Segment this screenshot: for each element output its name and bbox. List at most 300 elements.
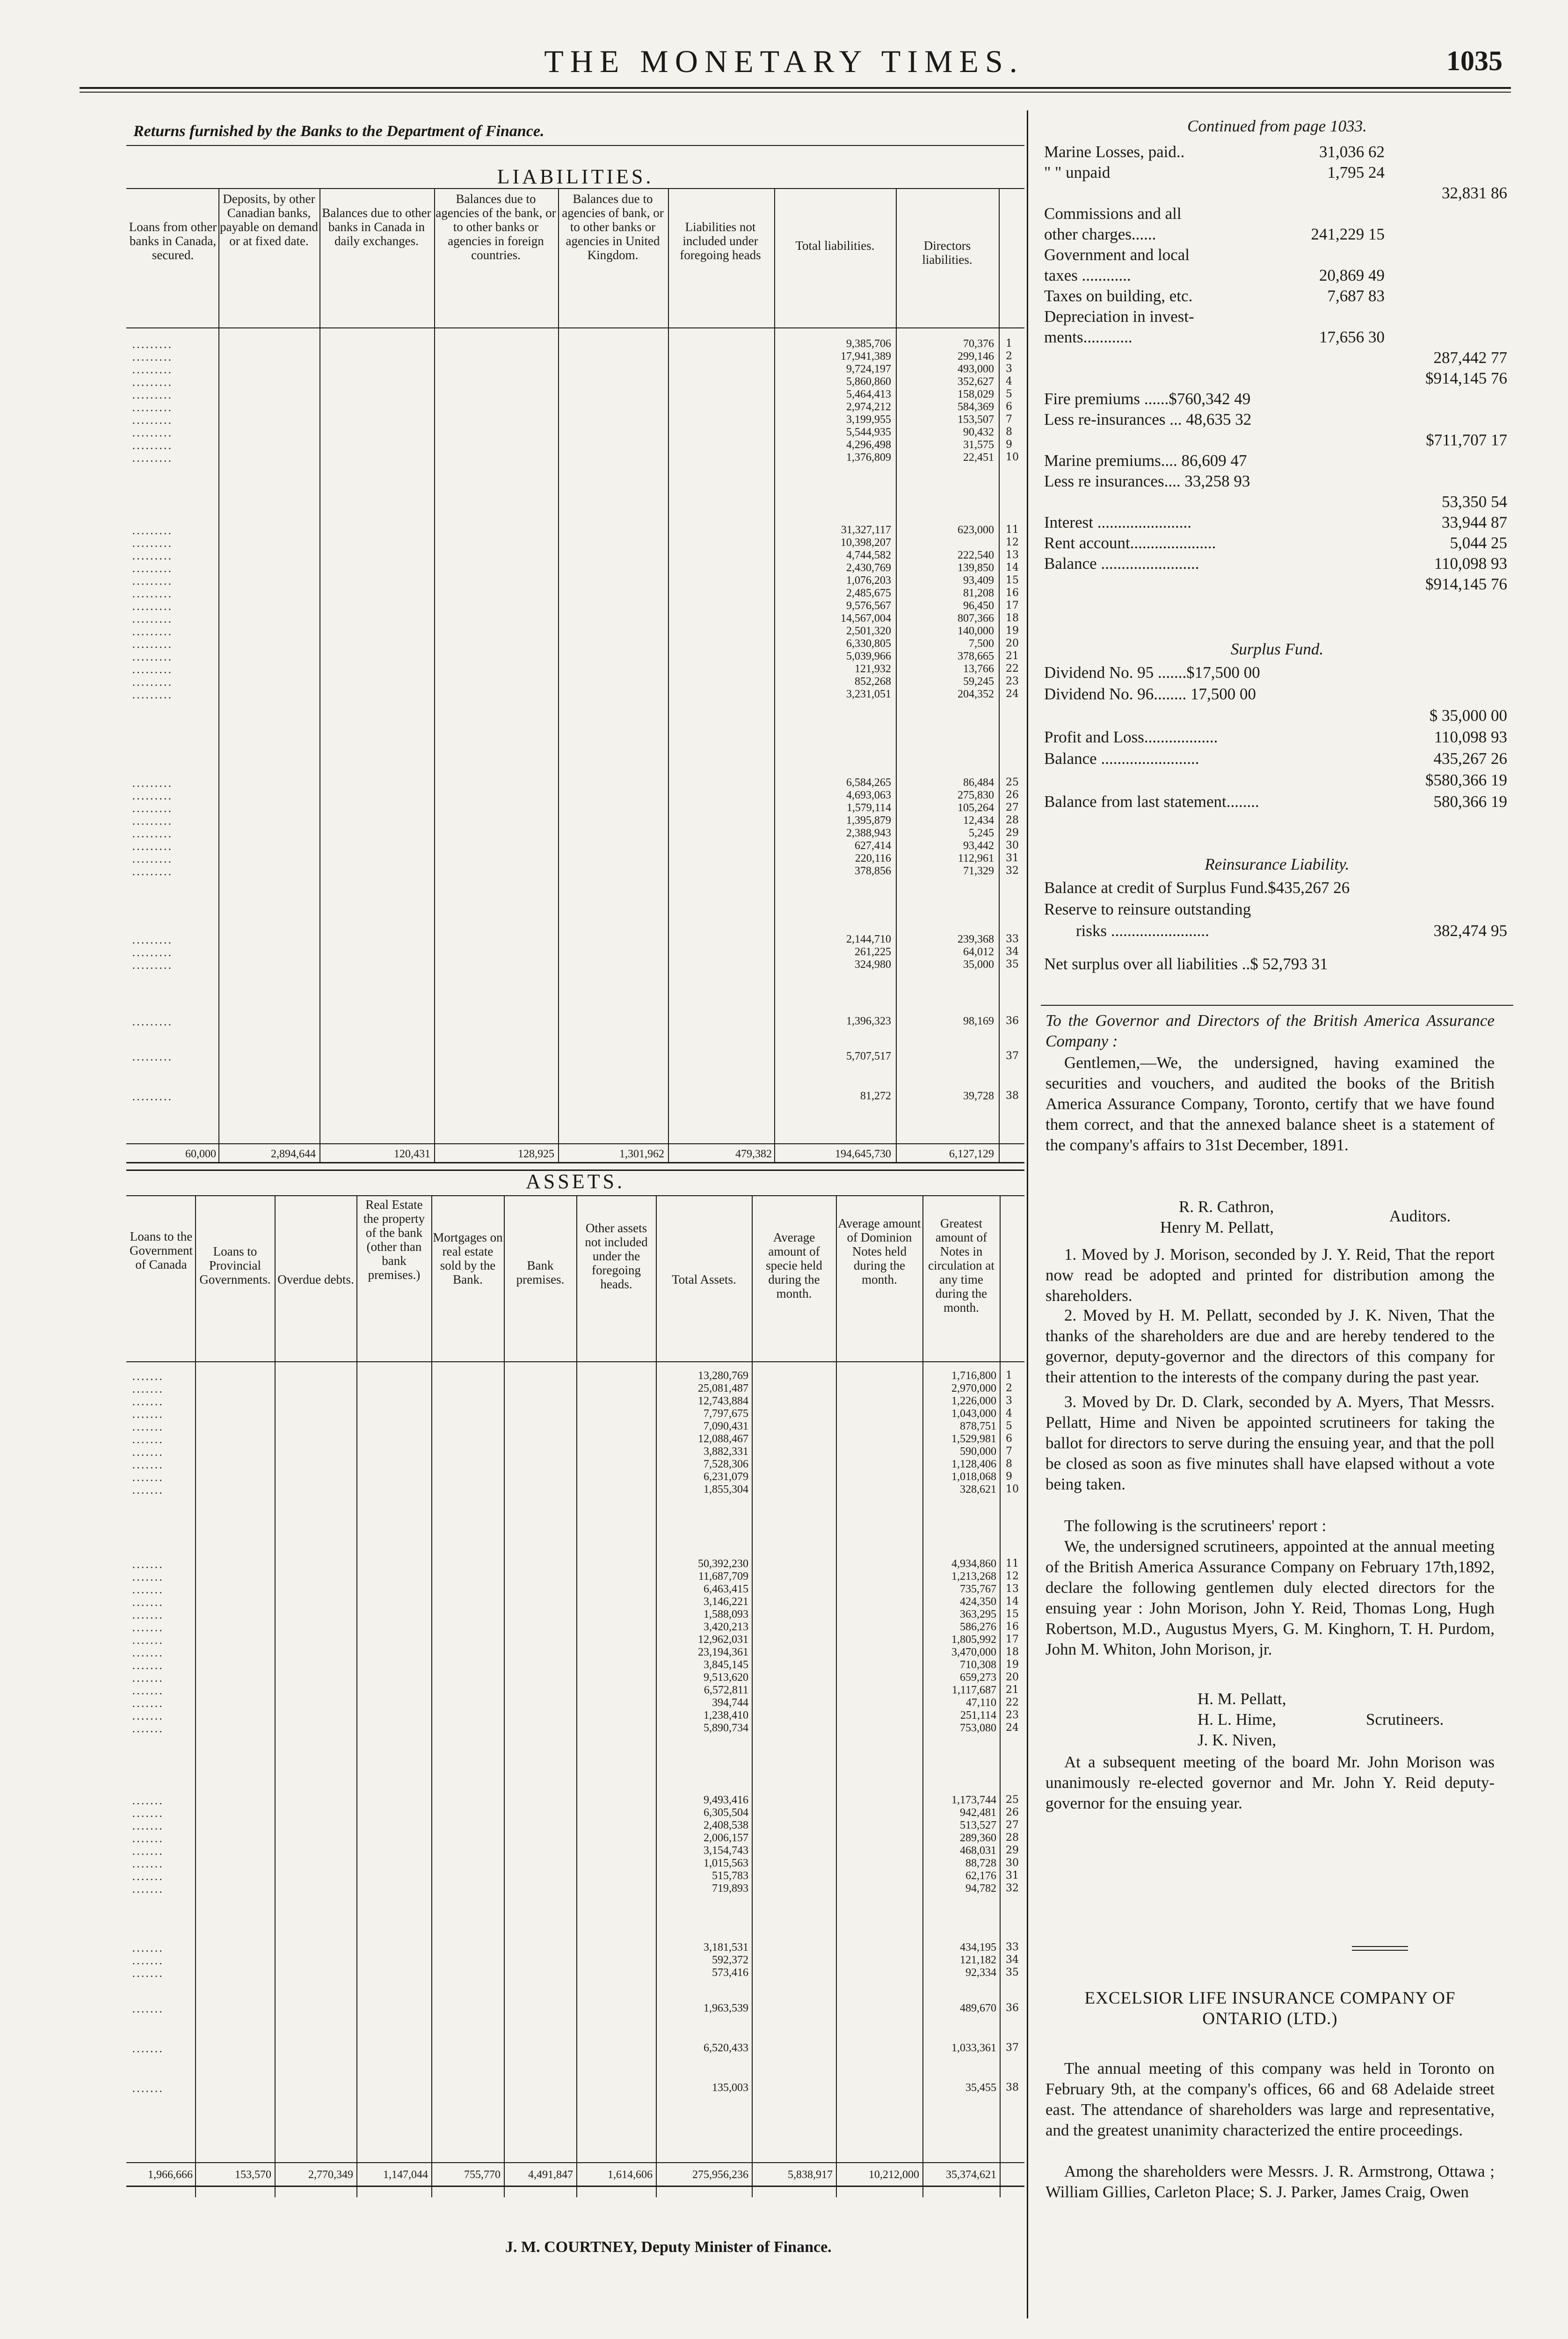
row-leader: .........	[132, 600, 173, 613]
row-number: 5	[1006, 1420, 1012, 1432]
row-leader: .........	[132, 401, 173, 414]
row-leader: .......	[132, 1709, 164, 1722]
statement-amount: 17,656 30	[1319, 328, 1385, 346]
surplus-label: Dividend No. 95 .......$17,500 00	[1044, 663, 1260, 682]
greatest-notes-value: 1,529,981	[951, 1433, 996, 1445]
directors-liabilities-value: 493,000	[958, 363, 994, 375]
assets-total-value: 35,374,621	[946, 2169, 996, 2181]
row-number: 38	[1006, 1090, 1019, 1102]
subsequent-meeting: At a subsequent meeting of the board Mr. John Morison was unanimously re-elected governor and Mr. John Y. Reid deputy-governor for the ensuing year.	[1045, 1753, 1495, 1812]
liabilities-total-value: 2,894,644	[271, 1148, 316, 1160]
statement-label: Interest .......................	[1044, 513, 1191, 531]
row-number: 32	[1006, 865, 1019, 877]
total-assets-value: 135,003	[712, 2082, 748, 2094]
greatest-notes-value: 710,308	[960, 1659, 996, 1671]
row-leader: .........	[132, 840, 173, 853]
col-other-assets: Other assets not included under the foregoing heads.	[585, 1221, 648, 1291]
total-liabilities-value: 852,268	[855, 676, 891, 688]
row-leader: .........	[132, 574, 173, 588]
assets-total-value: 1,614,606	[608, 2169, 653, 2181]
greatest-notes-value: 1,043,000	[951, 1408, 996, 1420]
row-leader: .........	[132, 625, 173, 638]
row-leader: .......	[132, 1870, 164, 1883]
directors-liabilities-value: 93,409	[963, 574, 994, 587]
row-leader: .........	[132, 814, 173, 828]
col-liabilities-not-included: Liabilities not included under foregoing heads	[680, 220, 761, 262]
row-leader: .......	[132, 1845, 164, 1858]
total-assets-value: 6,520,433	[704, 2042, 748, 2054]
surplus-total: $ 35,000 00	[1429, 706, 1507, 725]
row-number: 19	[1006, 1659, 1019, 1671]
reinsurance-label: risks ........................	[1076, 922, 1209, 940]
liabilities-vline-4	[558, 189, 559, 1162]
total-liabilities-value: 5,544,935	[846, 426, 891, 438]
total-liabilities-value: 2,974,212	[846, 401, 891, 413]
reinsurance-title: Reinsurance Liability.	[1205, 855, 1350, 873]
total-liabilities-value: 2,485,675	[846, 587, 891, 599]
col-balances-uk: Balances due to agencies of bank, or to other banks or agencies in United Kingdom.	[562, 192, 664, 262]
greatest-notes-value: 424,350	[960, 1596, 996, 1608]
total-assets-value: 7,090,431	[704, 1420, 748, 1432]
row-number: 24	[1006, 688, 1019, 700]
row-leader: .........	[132, 1015, 173, 1028]
row-leader: .......	[132, 1382, 164, 1395]
col-bank-premises: Bank premises.	[516, 1258, 565, 1286]
greatest-notes-value: 434,195	[960, 1941, 996, 1954]
total-assets-value: 9,513,620	[704, 1671, 748, 1684]
row-leader: .......	[132, 1596, 164, 1609]
statement-label: Commissions and all	[1044, 204, 1182, 223]
total-liabilities-value: 10,398,207	[841, 537, 891, 549]
assets-vline-6	[576, 1196, 577, 2197]
header-rule	[80, 87, 1511, 89]
assets-total-value: 1,147,044	[383, 2169, 428, 2181]
directors-liabilities-value: 112,961	[958, 852, 994, 864]
total-liabilities-value: 261,225	[855, 946, 891, 958]
row-number: 30	[1006, 1857, 1019, 1869]
total-liabilities-value: 5,039,966	[846, 650, 891, 662]
row-number: 18	[1006, 1646, 1019, 1658]
row-number: 7	[1006, 414, 1012, 425]
row-leader: .......	[132, 1882, 164, 1896]
row-number: 7	[1006, 1446, 1012, 1457]
col-real-estate: Real Estate the property of the bank (other than bank premises.)	[363, 1198, 425, 1282]
greatest-notes-value: 513,527	[960, 1819, 996, 1831]
assets-total-value: 153,570	[235, 2169, 271, 2181]
row-leader: .......	[132, 1471, 164, 1484]
auditors-letter: Gentlemen,—We, the undersigned, having examined the securities and vouchers, and audited the books of the British America Assurance Company, Toronto, certify that we have found them correct, and that the annexed balance sheet is a statement of the company's affairs to 31st December, 1891.	[1045, 1053, 1495, 1154]
liabilities-total-value: 120,431	[394, 1148, 430, 1160]
liabilities-vline-8	[999, 189, 1000, 1162]
row-number: 16	[1006, 1621, 1019, 1633]
signature: J. M. COURTNEY, Deputy Minister of Finance.	[505, 2238, 832, 2256]
total-liabilities-value: 4,744,582	[846, 549, 891, 561]
statement-total: 5,044 25	[1450, 534, 1507, 552]
row-number: 11	[1006, 524, 1019, 536]
statement-label: Rent account.....................	[1044, 534, 1216, 552]
liabilities-vline-1	[218, 189, 219, 1162]
directors-liabilities-value: 59,245	[963, 676, 994, 688]
directors-liabilities-value: 64,012	[963, 946, 994, 958]
scrutineer-2: H. L. Hime,	[1198, 1710, 1277, 1729]
col-loans-provincial: Loans to Provincial Governments.	[199, 1244, 271, 1286]
total-assets-value: 3,420,213	[704, 1621, 748, 1633]
greatest-notes-value: 47,110	[965, 1697, 996, 1709]
directors-liabilities-value: 39,728	[963, 1090, 994, 1102]
row-number: 28	[1006, 1832, 1019, 1844]
directors-liabilities-value: 5,245	[969, 827, 994, 839]
section-rule-2	[1352, 1950, 1408, 1951]
row-leader: .........	[132, 777, 173, 790]
greatest-notes-value: 363,295	[960, 1608, 996, 1620]
total-liabilities-value: 1,376,809	[846, 451, 891, 464]
excelsior-title: EXCELSIOR LIFE INSURANCE COMPANY OF ONTARIO (LTD.)	[1084, 1989, 1456, 2028]
row-number: 3	[1006, 1395, 1012, 1407]
greatest-notes-value: 468,031	[960, 1845, 996, 1857]
row-number: 28	[1006, 814, 1019, 826]
row-number: 3	[1006, 363, 1012, 375]
section-rule	[1352, 1946, 1408, 1947]
row-number: 32	[1006, 1882, 1019, 1894]
page-number: 1035	[1446, 45, 1503, 76]
row-leader: .......	[132, 1483, 164, 1496]
directors-liabilities-value: 158,029	[958, 388, 994, 400]
assets-vline-10	[922, 1196, 923, 2197]
surplus-label: Profit and Loss..................	[1044, 728, 1218, 746]
greatest-notes-value: 590,000	[960, 1446, 996, 1458]
row-number: 35	[1006, 1967, 1019, 1978]
row-number: 5	[1006, 388, 1012, 400]
row-leader: .........	[132, 865, 173, 878]
row-number: 4	[1006, 376, 1012, 387]
row-number: 35	[1006, 959, 1019, 970]
row-number: 31	[1006, 852, 1019, 864]
row-leader: .........	[132, 376, 173, 389]
row-number: 34	[1006, 946, 1019, 958]
total-liabilities-value: 2,430,769	[846, 562, 891, 574]
row-number: 20	[1006, 1671, 1019, 1683]
total-liabilities-value: 378,856	[855, 865, 891, 877]
greatest-notes-value: 2,970,000	[951, 1382, 996, 1395]
statement-total: 53,350 54	[1442, 493, 1507, 511]
col-deposits-other-banks: Deposits, by other Canadian banks, payable on demand or at fixed date.	[220, 192, 318, 248]
greatest-notes-value: 1,805,992	[951, 1634, 996, 1646]
total-liabilities-value: 121,932	[855, 663, 891, 675]
row-leader: .......	[132, 1807, 164, 1820]
row-leader: .......	[132, 1458, 164, 1471]
row-leader: .......	[132, 2042, 164, 2055]
reins-rule	[1041, 1005, 1513, 1006]
statement-label: Taxes on building, etc.	[1044, 287, 1193, 305]
total-assets-value: 3,154,743	[704, 1845, 748, 1857]
directors-liabilities-value: 105,264	[958, 802, 994, 814]
surplus-total: 435,267 26	[1433, 749, 1507, 768]
total-liabilities-value: 220,116	[855, 852, 891, 864]
total-assets-value: 2,408,538	[704, 1819, 748, 1831]
total-assets-value: 6,305,504	[704, 1807, 748, 1819]
directors-liabilities-value: 70,376	[963, 338, 994, 350]
greatest-notes-value: 94,782	[965, 1882, 996, 1895]
row-leader: .........	[132, 524, 173, 537]
total-assets-value: 1,015,563	[704, 1857, 748, 1869]
greatest-notes-value: 1,018,068	[951, 1471, 996, 1483]
row-leader: .......	[132, 1671, 164, 1685]
row-leader: .......	[132, 1794, 164, 1807]
greatest-notes-value: 92,334	[965, 1967, 996, 1979]
total-assets-value: 11,687,709	[698, 1570, 748, 1583]
total-assets-value: 12,088,467	[698, 1433, 748, 1445]
row-number: 27	[1006, 802, 1019, 814]
assets-total-value: 275,956,236	[692, 2169, 748, 2181]
row-number: 33	[1006, 933, 1019, 945]
directors-liabilities-value: 13,766	[963, 663, 994, 675]
assets-title-rule	[126, 1195, 1024, 1196]
reinsurance-total: 382,474 95	[1433, 922, 1507, 940]
row-number: 12	[1006, 1570, 1019, 1582]
greatest-notes-value: 289,360	[960, 1832, 996, 1844]
liabilities-total-value: 194,645,730	[835, 1148, 891, 1160]
row-number: 31	[1006, 1870, 1019, 1881]
total-liabilities-value: 1,395,879	[846, 814, 891, 827]
row-number: 37	[1006, 2042, 1019, 2054]
liabilities-total-value: 128,925	[518, 1148, 554, 1160]
row-number: 15	[1006, 574, 1019, 586]
row-number: 21	[1006, 1684, 1019, 1696]
directors-liabilities-value: 239,368	[958, 933, 994, 945]
col-greatest-notes: Greatest amount of Notes in circulation at any time during the month.	[928, 1216, 995, 1315]
greatest-notes-value: 1,173,744	[951, 1794, 996, 1806]
row-leader: .......	[132, 2082, 164, 2095]
row-number: 14	[1006, 1596, 1019, 1607]
row-number: 16	[1006, 587, 1019, 599]
greatest-notes-value: 878,751	[960, 1420, 996, 1432]
row-leader: .......	[132, 1608, 164, 1621]
directors-liabilities-value: 378,665	[958, 650, 994, 662]
scrutineer-1: H. M. Pellatt,	[1198, 1690, 1286, 1708]
liabilities-total-rule	[126, 1143, 1024, 1144]
row-number: 25	[1006, 1794, 1019, 1806]
total-assets-value: 6,463,415	[704, 1583, 748, 1595]
row-number: 23	[1006, 676, 1019, 687]
total-assets-value: 1,238,410	[704, 1709, 748, 1722]
surplus-total: 110,098 93	[1434, 728, 1507, 746]
total-assets-value: 7,797,675	[704, 1408, 748, 1420]
total-liabilities-value: 324,980	[855, 959, 891, 971]
statement-label: Government and local	[1044, 246, 1190, 264]
row-leader: .......	[132, 1722, 164, 1735]
assets-vline-3	[356, 1196, 357, 2197]
row-number: 13	[1006, 1583, 1019, 1595]
row-leader: .......	[132, 1420, 164, 1433]
statement-label: Depreciation in invest-	[1044, 307, 1194, 326]
row-number: 30	[1006, 840, 1019, 851]
statement-label: other charges......	[1044, 225, 1156, 243]
row-leader: .........	[132, 959, 173, 972]
page-title: THE MONETARY TIMES.	[544, 44, 1024, 79]
row-leader: .........	[132, 802, 173, 815]
assets-header-rule	[126, 1361, 1024, 1362]
row-leader: .......	[132, 1558, 164, 1571]
directors-liabilities-value: 153,507	[958, 414, 994, 426]
assets-vline-7	[656, 1196, 657, 2197]
liabilities-title: LIABILITIES.	[497, 165, 654, 188]
row-number: 10	[1006, 451, 1019, 463]
greatest-notes-value: 1,226,000	[951, 1395, 996, 1407]
assets-vline-11	[1000, 1196, 1001, 2197]
total-liabilities-value: 17,941,389	[841, 350, 891, 363]
row-number: 9	[1006, 1471, 1012, 1482]
row-number: 22	[1006, 663, 1019, 675]
total-assets-value: 394,744	[712, 1697, 748, 1709]
total-liabilities-value: 6,330,805	[846, 638, 891, 650]
total-liabilities-value: 1,076,203	[846, 574, 891, 587]
row-leader: .......	[132, 1967, 164, 1980]
row-number: 15	[1006, 1608, 1019, 1620]
col-mortgages: Mortgages on real estate sold by the Bank.	[433, 1230, 503, 1286]
statement-label: ments............	[1044, 328, 1132, 346]
directors-liabilities-value: 35,000	[963, 959, 994, 971]
surplus-total: 580,366 19	[1433, 792, 1507, 811]
directors-liabilities-value: 81,208	[963, 587, 994, 599]
row-leader: .........	[132, 439, 173, 452]
assets-vline-9	[836, 1196, 837, 2197]
surplus-label: Dividend No. 96........ 17,500 00	[1044, 685, 1256, 703]
directors-liabilities-value: 352,627	[958, 376, 994, 388]
row-number: 10	[1006, 1483, 1019, 1495]
row-leader: .........	[132, 827, 173, 840]
liabilities-bottom-rule	[126, 1162, 1024, 1163]
statement-label: Marine premiums.... 86,609 47	[1044, 451, 1247, 470]
returns-rule	[126, 145, 1024, 146]
directors-liabilities-value: 96,450	[963, 600, 994, 612]
col-loans-other-banks: Loans from other banks in Canada, secured.	[129, 220, 217, 262]
statement-amount: 1,795 24	[1327, 163, 1385, 182]
total-assets-value: 12,962,031	[698, 1634, 748, 1646]
col-loans-government: Loans to the Government of Canada	[130, 1229, 193, 1271]
directors-liabilities-value: 22,451	[963, 451, 994, 464]
total-liabilities-value: 3,231,051	[846, 688, 891, 700]
row-number: 29	[1006, 827, 1019, 839]
greatest-notes-value: 251,114	[960, 1709, 996, 1722]
total-assets-value: 2,006,157	[704, 1832, 748, 1844]
assets-vline-1	[195, 1196, 196, 2197]
row-leader: .......	[132, 1408, 164, 1421]
surplus-label: Balance ........................	[1044, 749, 1199, 768]
row-number: 23	[1006, 1709, 1019, 1721]
statement-label: taxes ............	[1044, 266, 1131, 284]
greatest-notes-value: 753,080	[960, 1722, 996, 1734]
scrutineers-intro: The following is the scrutineers' report :	[1064, 1517, 1327, 1535]
header-rule-2	[80, 92, 1511, 93]
greatest-notes-value: 1,033,361	[951, 2042, 996, 2054]
total-assets-value: 25,081,487	[698, 1382, 748, 1395]
col-balances-daily: Balances due to other banks in Canada in daily exchanges.	[322, 206, 431, 248]
total-liabilities-value: 5,860,860	[846, 376, 891, 388]
row-leader: .........	[132, 1050, 173, 1063]
total-assets-value: 6,572,811	[704, 1684, 748, 1696]
directors-liabilities-value: 204,352	[958, 688, 994, 700]
motion-2: 2. Moved by H. M. Pellatt, seconded by J. K. Niven, That the thanks of the shareholders are due and are hereby tendered to the governor, deputy-governor and the directors of this company for their attention to the interests of the company during the past year.	[1045, 1306, 1495, 1386]
row-leader: .........	[132, 933, 173, 946]
total-assets-value: 3,146,221	[704, 1596, 748, 1608]
motion-3: 3. Moved by Dr. D. Clark, seconded by A. Myers, That Messrs. Pellatt, Hime and Niven be appointed scrutineers for taking the ballot for directors to serve during the ensuing year, and that the poll be closed as soon as five minutes shall have elapsed without a vote being taken.	[1045, 1393, 1495, 1493]
total-assets-value: 13,280,769	[698, 1370, 748, 1382]
total-assets-value: 3,882,331	[704, 1446, 748, 1458]
reinsurance-label: Balance at credit of Surplus Fund.$435,267 26	[1044, 879, 1350, 897]
row-number: 14	[1006, 562, 1019, 574]
row-number: 36	[1006, 2002, 1019, 2014]
row-leader: .......	[132, 1370, 164, 1383]
greatest-notes-value: 735,767	[960, 1583, 996, 1595]
directors-liabilities-value: 93,442	[963, 840, 994, 852]
directors-liabilities-value: 807,366	[958, 612, 994, 625]
row-number: 9	[1006, 439, 1012, 450]
row-leader: .........	[132, 350, 173, 363]
statement-total: $914,145 76	[1425, 369, 1507, 387]
directors-liabilities-value: 299,146	[958, 350, 994, 363]
statement-label: Less re-insurances ... 48,635 32	[1044, 410, 1252, 429]
total-liabilities-value: 5,707,517	[846, 1050, 891, 1062]
row-leader: .......	[132, 1684, 164, 1697]
assets-title: ASSETS.	[526, 1170, 625, 1193]
row-number: 34	[1006, 1954, 1019, 1966]
row-number: 18	[1006, 612, 1019, 624]
greatest-notes-value: 35,455	[965, 2082, 996, 2094]
greatest-notes-value: 1,117,687	[951, 1684, 996, 1696]
address: To the Governor and Directors of the British America Assurance Company :	[1045, 1011, 1495, 1050]
total-assets-value: 7,528,306	[704, 1458, 748, 1470]
assets-vline-2	[275, 1196, 276, 2197]
row-number: 19	[1006, 625, 1019, 637]
directors-liabilities-value: 222,540	[958, 549, 994, 561]
col-total-assets: Total Assets.	[672, 1272, 736, 1286]
row-leader: .........	[132, 388, 173, 401]
directors-liabilities-value: 31,575	[963, 439, 994, 451]
row-leader: .......	[132, 1646, 164, 1659]
total-liabilities-value: 9,576,567	[846, 600, 891, 612]
total-assets-value: 9,493,416	[704, 1794, 748, 1806]
row-number: 20	[1006, 638, 1019, 649]
row-leader: .......	[132, 1570, 164, 1584]
scrutineers-label: Scrutineers.	[1366, 1710, 1444, 1729]
greatest-notes-value: 4,934,860	[951, 1558, 996, 1570]
row-leader: .........	[132, 946, 173, 959]
liabilities-vline-2	[319, 189, 320, 1162]
statement-total: 110,098 93	[1434, 554, 1507, 573]
row-number: 24	[1006, 1722, 1019, 1734]
directors-liabilities-value: 139,850	[958, 562, 994, 574]
statement-label: " " unpaid	[1044, 163, 1111, 182]
statement-amount: 241,229 15	[1311, 225, 1385, 243]
row-number: 12	[1006, 537, 1019, 548]
row-number: 2	[1006, 1382, 1012, 1394]
row-number: 21	[1006, 650, 1019, 662]
row-leader: .......	[132, 1819, 164, 1832]
row-number: 27	[1006, 1819, 1019, 1831]
row-number: 38	[1006, 2082, 1019, 2093]
statement-total: $711,707 17	[1426, 431, 1507, 449]
assets-vline-8	[752, 1196, 753, 2197]
assets-total-value: 10,212,000	[869, 2169, 919, 2181]
auditor-2: Henry M. Pellatt,	[1160, 1218, 1274, 1236]
row-number: 36	[1006, 1015, 1019, 1027]
auditors-label: Auditors.	[1389, 1207, 1451, 1225]
column-divider	[1027, 110, 1028, 2318]
reinsurance-label: Reserve to reinsure outstanding	[1044, 900, 1251, 918]
col-avg-specie: Average amount of specie held during the month.	[766, 1230, 822, 1300]
directors-liabilities-value: 275,830	[958, 789, 994, 801]
total-liabilities-value: 6,584,265	[846, 777, 891, 789]
